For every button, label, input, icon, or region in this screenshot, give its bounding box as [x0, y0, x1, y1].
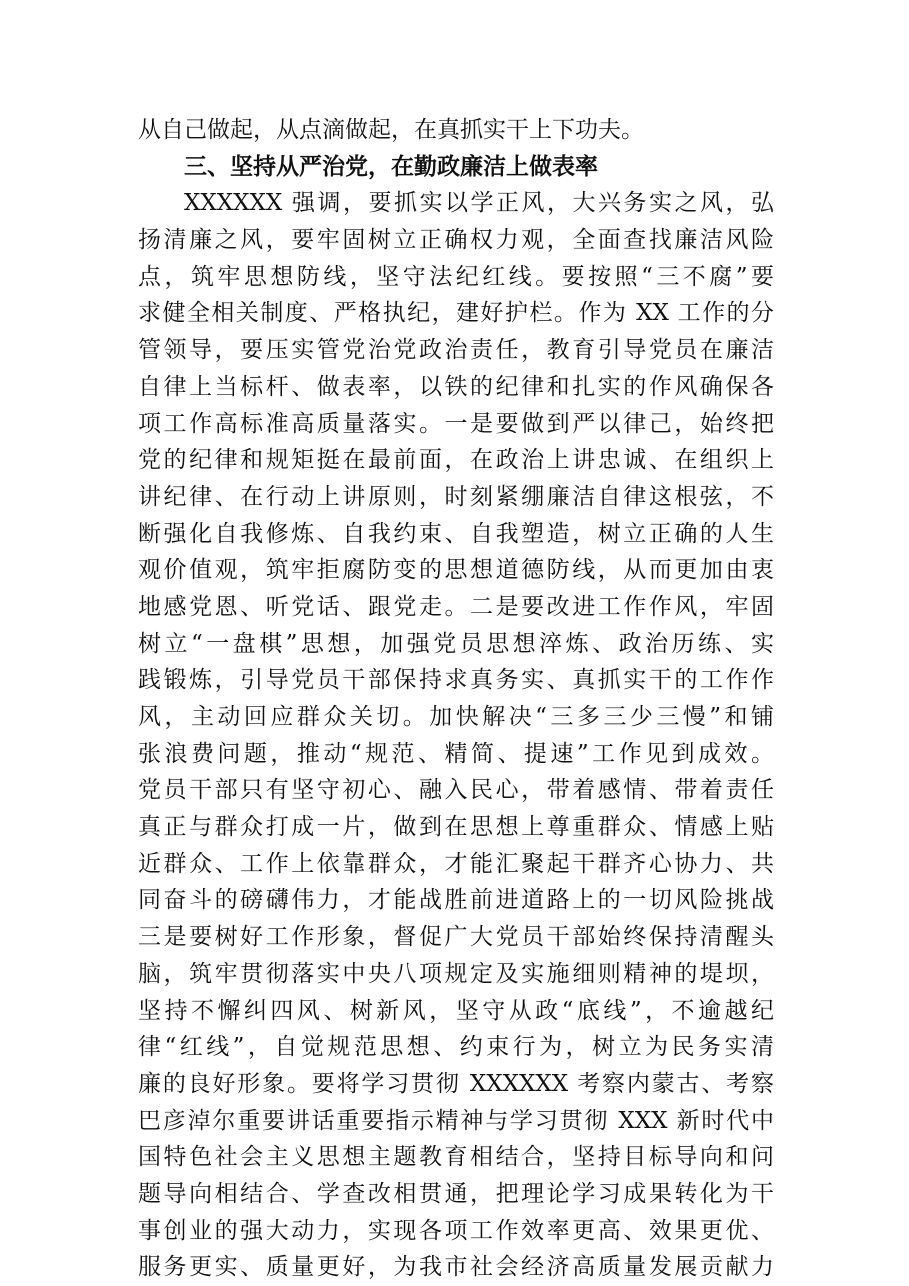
body-line: 巴彦淖尔重要讲话重要指示精神与学习贯彻 XXX 新时代中 [138, 1107, 774, 1134]
body-line: 扬清廉之风，要牢固树立正确权力观，全面查找廉洁风险 [138, 227, 774, 254]
body-line: 三是要树好工作形象，督促广大党员干部始终保持清醒头 [138, 924, 774, 951]
body-line: 风，主动回应群众关切。加快解决“三多三少三慢”和铺 [138, 704, 774, 730]
body-line: 服务更实、质量更好，为我市社会经济高质量发展贡献力 [138, 1254, 774, 1281]
body-line: 断强化自我修炼、自我约束、自我塑造，树立正确的人生 [138, 520, 774, 547]
body-line: 讲纪律、在行动上讲原则，时刻紧绷廉洁自律这根弦，不 [138, 483, 774, 510]
body-line: 真正与群众打成一片，做到在思想上尊重群众、情感上贴 [138, 814, 774, 841]
body-line: 从自己做起，从点滴做起，在真抓实干上下功夫。 [138, 117, 644, 143]
section-heading: 三、坚持从严治党，在勤政廉洁上做表率 [184, 153, 598, 180]
body-line: 律“红线”，自觉规范思想、约束行为，树立为民务实清 [138, 1034, 774, 1061]
body-line: 党的纪律和规矩挺在最前面，在政治上讲忠诚、在组织上 [138, 447, 774, 474]
body-line: XXXXXX 强调，要抓实以学正风，大兴务实之风，弘 [184, 190, 774, 217]
body-line: 项工作高标准高质量落实。一是要做到严以律己，始终把 [138, 410, 774, 437]
body-line: 点，筑牢思想防线，坚守法纪红线。要按照“三不腐”要 [138, 263, 774, 290]
body-line: 求健全相关制度、严格执纪，建好护栏。作为 XX 工作的分 [138, 300, 774, 327]
body-line: 管领导，要压实管党治党政治责任，教育引导党员在廉洁 [138, 337, 774, 364]
body-line: 廉的良好形象。要将学习贯彻 XXXXXX 考察内蒙古、考察 [138, 1070, 774, 1097]
body-line: 坚持不懈纠四风、树新风，坚守从政“底线”，不逾越纪 [138, 997, 774, 1024]
body-line: 践锻炼，引导党员干部保持求真务实、真抓实干的工作作 [138, 667, 774, 694]
body-line: 事创业的强大动力，实现各项工作效率更高、效果更优、 [138, 1217, 774, 1244]
document-body [138, 112, 774, 1286]
body-line: 党员干部只有坚守初心、融入民心，带着感情、带着责任 [138, 777, 774, 804]
body-line: 张浪费问题，推动“规范、精简、提速”工作见到成效。 [138, 740, 774, 767]
body-line: 地感党恩、听党话、跟党走。二是要改进工作作风，牢固 [138, 593, 774, 620]
body-line: 自律上当标杆、做表率，以铁的纪律和扎实的作风确保各 [138, 373, 774, 400]
body-line: 国特色社会主义思想主题教育相结合，坚持目标导向和问 [138, 1144, 774, 1171]
body-line: 观价值观，筑牢拒腐防变的思想道德防线，从而更加由衷 [138, 557, 774, 584]
body-line: 同奋斗的磅礴伟力，才能战胜前进道路上的一切风险挑战 [138, 887, 774, 914]
body-line: 树立“一盘棋”思想，加强党员思想淬炼、政治历练、实 [138, 630, 774, 657]
body-line: 题导向相结合、学查改相贯通，把理论学习成果转化为干 [138, 1180, 774, 1207]
body-line: 近群众、工作上依靠群众，才能汇聚起干群齐心协力、共 [138, 850, 774, 877]
body-line: 脑，筑牢贯彻落实中央八项规定及实施细则精神的堤坝， [138, 960, 774, 987]
